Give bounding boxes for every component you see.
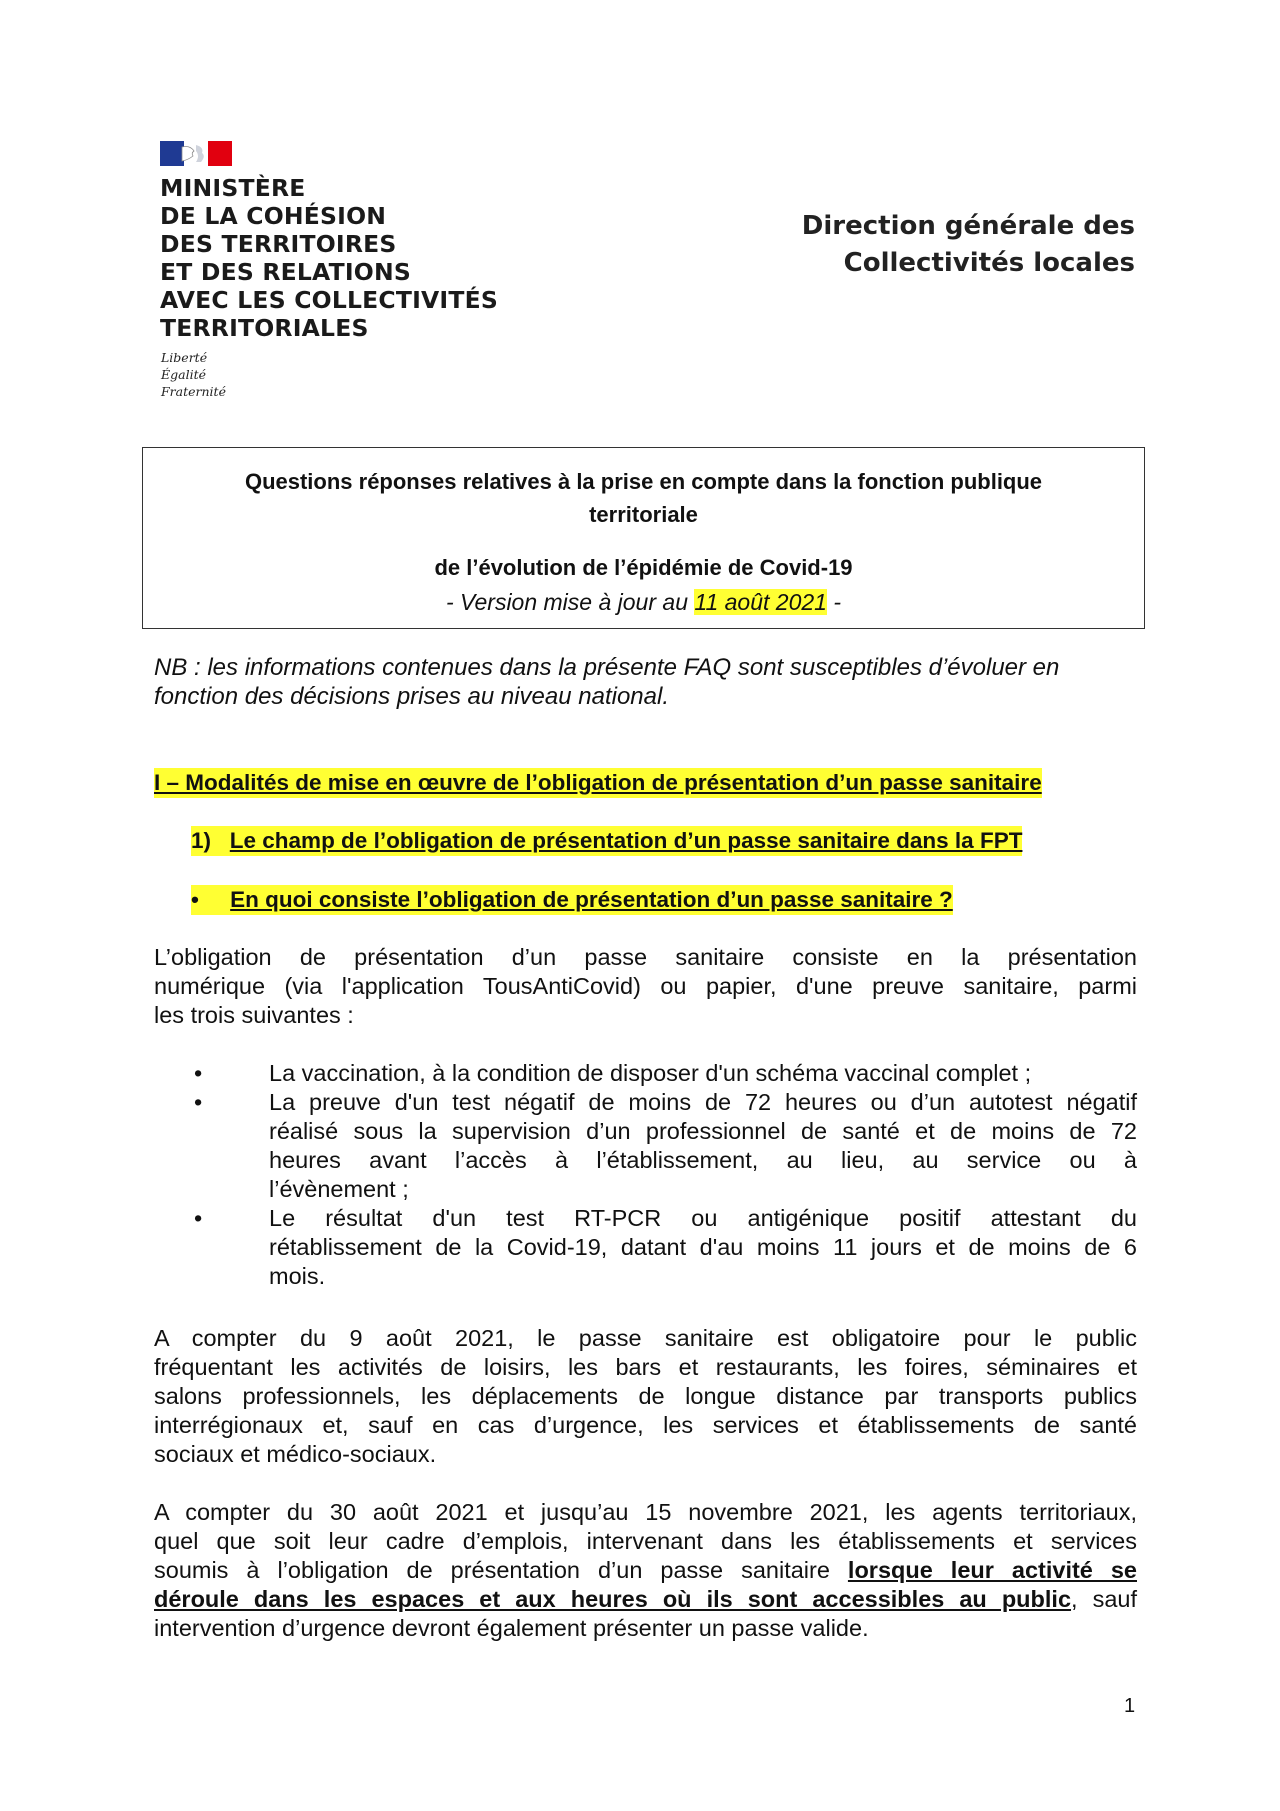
ministry-line: DE LA COHÉSION (160, 202, 387, 230)
paragraph-text: , sauf (1071, 1586, 1137, 1612)
list-item-line: La preuve d'un test négatif de moins de 72 heures ou d’un autotest négatif (269, 1089, 1137, 1115)
nb-line: NB : les informations contenues dans la présente FAQ sont susceptibles d’évoluer en (154, 654, 1060, 681)
paragraph-2 (154, 1324, 1137, 1469)
paragraph-line: intervention d’urgence devront également présenter un passe valide. (154, 1615, 869, 1641)
ministry-name (160, 174, 580, 342)
bullet-dot: • (194, 1060, 203, 1086)
version-prefix: - Version mise à jour au (445, 589, 695, 615)
motto-line: Liberté (161, 350, 208, 365)
list-item-line: La vaccination, à la condition de disposer d'un schéma vaccinal complet ; (269, 1060, 1032, 1086)
question-bullet: • (191, 887, 199, 912)
proof-list (154, 1059, 1137, 1291)
nb-note (154, 653, 1140, 711)
version-line (143, 586, 1144, 619)
ministry-line: DES TERRITOIRES (160, 230, 397, 258)
subsection-title: Le champ de l’obligation de présentation d’un passe sanitaire dans la FPT (229, 828, 1023, 853)
subsection-number: 1) (191, 828, 212, 853)
motto-line: Fraternité (161, 384, 226, 399)
bullet-dot: • (194, 1205, 203, 1231)
question-heading (191, 885, 953, 915)
document-title-box (142, 447, 1145, 629)
direction-title (715, 208, 1135, 282)
paragraph-line: numérique (via l'application TousAntiCovid) ou papier, d'une preuve sanitaire, parmi (154, 973, 1137, 999)
subsection-heading (191, 826, 1022, 856)
paragraph-line: salons professionnels, les déplacements de longue distance par transports publics (154, 1383, 1137, 1409)
paragraph-line: A compter du 30 août 2021 et jusqu’au 15 novembre 2021, les agents territoriaux, (154, 1499, 1137, 1525)
paragraph-line: interrégionaux et, sauf en cas d’urgence, les services et établissements de santé (154, 1412, 1137, 1438)
version-suffix: - (826, 589, 842, 615)
marianne-flag-icon (160, 141, 232, 166)
list-item (154, 1088, 1137, 1204)
paragraph-line: quel que soit leur cadre d’emplois, intervenant dans les établissements et services (154, 1528, 1137, 1554)
paragraph-line: fréquentant les activités de loisirs, les bars et restaurants, les foires, séminaires et (154, 1354, 1137, 1380)
list-item-line: Le résultat d'un test RT-PCR ou antigénique positif attestant du (269, 1205, 1137, 1231)
list-item (154, 1059, 1137, 1088)
list-item-line: mois. (269, 1263, 326, 1289)
title-line: Questions réponses relatives à la prise en compte dans la fonction publique (244, 469, 1043, 494)
version-date: 11 août 2021 (694, 589, 827, 615)
list-item-line: réalisé sous la supervision d’un professionnel de santé et de moins de 72 (269, 1118, 1137, 1144)
ministry-line: TERRITORIALES (160, 314, 369, 342)
list-item-line: l’évènement ; (269, 1176, 409, 1202)
ministry-line: MINISTÈRE (160, 174, 306, 202)
question-title: En quoi consiste l’obligation de présentation d’un passe sanitaire ? (230, 887, 953, 912)
title-line: de l’évolution de l’épidémie de Covid-19 (434, 555, 853, 580)
section-heading: I – Modalités de mise en œuvre de l’obligation de présentation d’un passe sanitaire (154, 768, 1042, 798)
paragraph-line (154, 1556, 1137, 1585)
list-item-line: heures avant l’accès à l’établissement, au lieu, au service ou à (269, 1147, 1137, 1173)
list-item (154, 1204, 1137, 1291)
emphasis-text: déroule dans les espaces et aux heures où ils sont accessibles au public (154, 1586, 1072, 1612)
paragraph-line: A compter du 9 août 2021, le passe sanitaire est obligatoire pour le public (154, 1325, 1137, 1351)
republic-motto (161, 349, 281, 400)
direction-line: Collectivités locales (843, 248, 1135, 278)
paragraph-1 (154, 943, 1137, 1030)
paragraph-line: sociaux et médico-sociaux. (154, 1441, 437, 1467)
paragraph-line: les trois suivantes : (154, 1002, 354, 1028)
motto-line: Égalité (161, 367, 206, 382)
page-number: 1 (1124, 1695, 1136, 1717)
paragraph-line: L’obligation de présentation d’un passe sanitaire consiste en la présentation (154, 944, 1137, 970)
paragraph-text: soumis à l’obligation de présentation d’un passe sanitaire (154, 1557, 848, 1583)
paragraph-line (154, 1585, 1137, 1614)
ministry-line: ET DES RELATIONS (160, 258, 411, 286)
direction-line: Direction générale des (801, 211, 1135, 241)
nb-line: fonction des décisions prises au niveau national. (154, 683, 669, 710)
bullet-dot: • (194, 1089, 203, 1115)
title-line: territoriale (589, 502, 698, 527)
list-item-line: rétablissement de la Covid-19, datant d'au moins 11 jours et de moins de 6 (269, 1234, 1137, 1260)
emphasis-text: lorsque leur activité se (847, 1557, 1137, 1583)
ministry-line: AVEC LES COLLECTIVITÉS (160, 286, 498, 314)
paragraph-3 (154, 1498, 1137, 1643)
